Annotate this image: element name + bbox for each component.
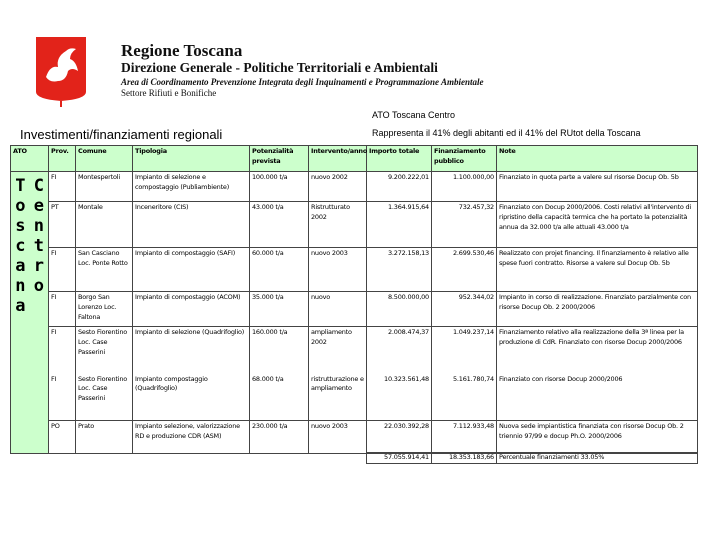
cell-prov: FI (49, 172, 76, 202)
cell-intervento: ristrutturazione e ampliamento (309, 374, 367, 421)
cell-intervento: nuovo 2003 (309, 248, 367, 292)
col-header: Intervento/anno (309, 146, 367, 172)
cell-note: Finanziato in quota parte a valere sul risorse Docup Ob. 5b (497, 172, 698, 202)
total-finanziamento: 18.353.183,66 (432, 453, 497, 464)
ato-vertical-text (15, 176, 25, 316)
cell-potenzialita: 68.000 t/a (250, 374, 309, 421)
cell-prov: FI (49, 248, 76, 292)
cell-potenzialita: 100.000 t/a (250, 172, 309, 202)
table-row (11, 421, 698, 454)
ato-title: ATO Toscana Centro (372, 110, 456, 120)
cell-prov: FI (49, 292, 76, 327)
cell-note: Finanziamento relativo alla realizzazione della 3ª linea per la produzione di CdR. Finanziato con risorse Docup 2000/2006 (497, 327, 698, 374)
ato-letter: C (33, 176, 44, 196)
cell-comune: Montespertoli (76, 172, 133, 202)
cell-prov: FI (49, 327, 76, 374)
area: Area di Coordinamento Prevenzione Integrata degli Inquinamenti e Programmazione Ambientale (121, 77, 484, 87)
section-title: Investimenti/finanziamenti regionali (20, 127, 223, 142)
cell-tipologia: Impianto di selezione (Quadrifoglio) (133, 327, 250, 374)
totals-row (367, 453, 698, 464)
col-header: Tipologia (133, 146, 250, 172)
cell-tipologia: Impianto di compostaggio (SAFI) (133, 248, 250, 292)
cell-intervento: nuovo 2002 (309, 172, 367, 202)
ato-letter: s (15, 216, 26, 236)
totals-table (366, 452, 698, 464)
cell-importo: 10.323.561,48 (367, 374, 432, 421)
cell-comune: Borgo San Lorenzo Loc. Faltona (76, 292, 133, 327)
cell-comune: Montale (76, 202, 133, 248)
cell-intervento: nuovo 2003 (309, 421, 367, 454)
investments-table (10, 145, 698, 454)
regione-toscana-logo (36, 37, 86, 107)
cell-tipologia: Impianto di compostaggio (ACOM) (133, 292, 250, 327)
cell-importo: 9.200.222,01 (367, 172, 432, 202)
col-header: ATO (11, 146, 49, 172)
table-row (11, 172, 698, 202)
cell-finanziamento: 1.049.237,14 (432, 327, 497, 374)
cell-finanziamento: 952.344,02 (432, 292, 497, 327)
cell-comune: Sesto Fiorentino Loc. Case Passerini (76, 327, 133, 374)
ato-letter: t (33, 236, 44, 256)
cell-comune: Sesto Fiorentino Loc. Case Passerini (76, 374, 133, 421)
cell-tipologia: Inceneritore (CIS) (133, 202, 250, 248)
cell-note: Realizzato con projet financing. Il finanziamento è relativo alle spese fuori contratto. Risorse a valere sul Docup Ob. 5b (497, 248, 698, 292)
table-row (11, 374, 698, 421)
table-row (11, 292, 698, 327)
cell-potenzialita: 160.000 t/a (250, 327, 309, 374)
ato-name-cell (11, 172, 49, 454)
ato-letter: n (33, 216, 44, 236)
cell-note: Nuova sede impiantistica finanziata con risorse Docup Ob. 2 triennio 97/99 e docup Ph.O. 2000/2006 (497, 421, 698, 454)
ato-letter: o (15, 196, 26, 216)
cell-tipologia: Impianto compostaggio (Quadrifoglio) (133, 374, 250, 421)
col-header: Importo totale (367, 146, 432, 172)
table-header-row (11, 146, 698, 172)
cell-prov: PT (49, 202, 76, 248)
directorate: Direzione Generale - Politiche Territoriali e Ambientali (121, 60, 438, 75)
cell-importo: 1.364.915,64 (367, 202, 432, 248)
cell-note: Finanziato con Docup 2000/2006. Costi relativi all'intervento di ripristino della capacità termica che ha portato la potenzialità annua da 32.000 t/a alle attuali 43.000 t/a (497, 202, 698, 248)
cell-finanziamento: 1.100.000,00 (432, 172, 497, 202)
cell-finanziamento: 2.699.530,46 (432, 248, 497, 292)
cell-potenzialita: 230.000 t/a (250, 421, 309, 454)
col-header: Comune (76, 146, 133, 172)
table-row (11, 327, 698, 374)
ato-letter: c (15, 236, 26, 256)
table-row (11, 202, 698, 248)
col-header: Note (497, 146, 698, 172)
cell-potenzialita: 35.000 t/a (250, 292, 309, 327)
total-note: Percentuale finanziamenti 33.05% (497, 453, 698, 464)
cell-comune: Prato (76, 421, 133, 454)
cell-importo: 22.030.392,28 (367, 421, 432, 454)
cell-finanziamento: 732.457,32 (432, 202, 497, 248)
cell-finanziamento: 5.161.780,74 (432, 374, 497, 421)
cell-intervento: Ristrutturato 2002 (309, 202, 367, 248)
ato-letter: o (33, 276, 44, 296)
cell-potenzialita: 60.000 t/a (250, 248, 309, 292)
ato-letter: a (15, 256, 26, 276)
cell-finanziamento: 7.112.933,48 (432, 421, 497, 454)
sector: Settore Rifiuti e Bonifiche (121, 88, 217, 98)
col-header: Potenzialità prevista (250, 146, 309, 172)
cell-importo: 8.500.000,00 (367, 292, 432, 327)
cell-prov: PO (49, 421, 76, 454)
ato-letter: T (15, 176, 26, 196)
cell-importo: 2.008.474,37 (367, 327, 432, 374)
ato-letter: r (33, 256, 44, 276)
ato-letter: a (15, 296, 26, 316)
cell-tipologia: Impianto di selezione e compostaggio (Publiambiente) (133, 172, 250, 202)
org-name: Regione Toscana (121, 41, 243, 60)
total-importo: 57.055.914,41 (367, 453, 432, 464)
represents-note: Rappresenta il 41% degli abitanti ed il 41% del RUtot della Toscana (372, 128, 641, 138)
table-row (11, 248, 698, 292)
cell-importo: 3.272.158,13 (367, 248, 432, 292)
ato-letter: e (33, 196, 44, 216)
cell-intervento: ampliamento 2002 (309, 327, 367, 374)
cell-note: Impianto in corso di realizzazione. Finanziato parzialmente con risorse Docup Ob. 2 2000/2006 (497, 292, 698, 327)
cell-prov: FI (49, 374, 76, 421)
col-header: Finanziamento pubblico (432, 146, 497, 172)
cell-intervento: nuovo (309, 292, 367, 327)
cell-potenzialita: 43.000 t/a (250, 202, 309, 248)
cell-comune: San Casciano Loc. Ponte Rotto (76, 248, 133, 292)
col-header: Prov. (49, 146, 76, 172)
cell-tipologia: Impianto selezione, valorizzazione RD e produzione CDR (ASM) (133, 421, 250, 454)
ato-letter: n (15, 276, 26, 296)
cell-note: Finanziato con risorse Docup 2000/2006 (497, 374, 698, 421)
ato-vertical-text (34, 176, 44, 316)
